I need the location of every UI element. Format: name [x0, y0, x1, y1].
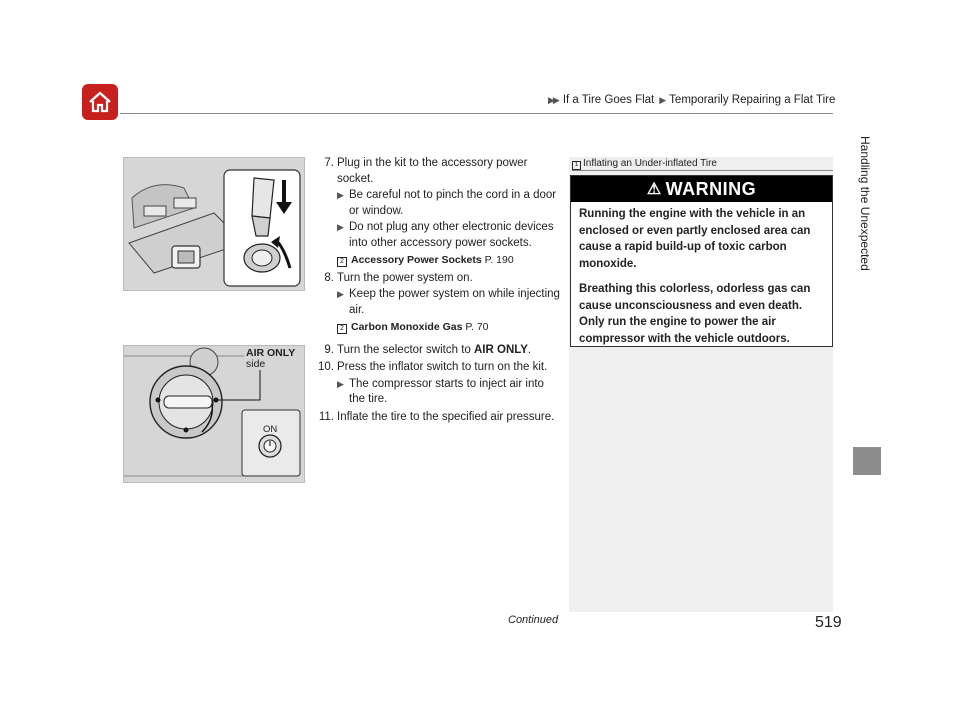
air-only-label: [244, 348, 297, 370]
step-text: Turn the power system on.: [337, 271, 473, 284]
reference-icon: 1: [572, 161, 581, 170]
step-text: Plug in the kit to the accessory power socket.: [337, 157, 528, 185]
step-number: 11.: [318, 410, 334, 423]
step-text: Inflate the tire to the specified air pressure.: [337, 410, 555, 423]
step-7: [310, 156, 562, 269]
sub-arrow-icon: ▶: [337, 190, 344, 200]
step-text: Press the inflator switch to turn on the kit.: [337, 361, 548, 373]
sub-step: [337, 188, 562, 219]
figure-power-socket: [123, 157, 305, 291]
step-text-bold: AIR ONLY: [474, 343, 528, 356]
step-number: 10.: [318, 361, 334, 373]
sidebar-heading-text: Inflating an Under-inflated Tire: [583, 158, 717, 169]
reference-page: P. 70: [465, 321, 489, 333]
figure-selector-switch: [123, 345, 305, 483]
sub-step-text: Be careful not to pinch the cord in a door or window.: [349, 189, 557, 217]
step-text-part: Turn the selector switch to: [337, 343, 474, 356]
cross-reference[interactable]: [337, 253, 562, 269]
reference-title: Accessory Power Sockets: [351, 254, 482, 266]
page-number: 519: [815, 614, 842, 631]
continued-label: Continued: [508, 614, 559, 626]
step-number: 9.: [324, 343, 334, 356]
reference-title: Carbon Monoxide Gas: [351, 321, 463, 333]
on-label: ON: [263, 424, 278, 435]
warning-text: [579, 206, 827, 356]
sub-step: [337, 377, 562, 408]
sidebar-heading-rule: [572, 170, 833, 171]
air-only-label-line1: AIR ONLY: [246, 347, 296, 359]
home-icon: [87, 90, 113, 114]
sub-step-text: Keep the power system on while injecting air.: [349, 288, 560, 316]
reference-icon: 2: [337, 324, 347, 334]
step-11: [310, 410, 562, 426]
reference-icon: 2: [337, 257, 347, 267]
warning-paragraph: Running the engine with the vehicle in an enclosed or even partly enclosed area can cause a rapid build-up of toxic carbon monoxide.: [579, 208, 811, 270]
warning-box: [570, 175, 833, 347]
breadcrumb-arrow-icon: ▶: [659, 94, 665, 105]
sub-arrow-icon: ▶: [337, 222, 344, 232]
reference-page: P. 190: [484, 254, 514, 266]
breadcrumb-item[interactable]: Temporarily Repairing a Flat Tire: [669, 94, 836, 106]
sidebar-heading: [572, 158, 717, 170]
home-button[interactable]: [82, 84, 118, 120]
power-socket-illustration: [124, 158, 304, 290]
step-text: [337, 343, 562, 359]
sub-step-text: Do not plug any other electronic devices into other accessory power sockets.: [349, 221, 554, 249]
warning-title: WARNING: [665, 178, 757, 199]
step-number: 8.: [324, 271, 334, 284]
side-tab-marker[interactable]: [853, 447, 881, 475]
breadcrumb-item[interactable]: If a Tire Goes Flat: [562, 94, 655, 106]
step-9: [310, 343, 562, 359]
step-10: [310, 360, 562, 408]
sub-arrow-icon: ▶: [337, 378, 344, 389]
warning-banner: [571, 176, 832, 202]
air-only-label-line2: side: [246, 358, 266, 370]
cross-reference[interactable]: [337, 320, 562, 336]
sub-step: [337, 287, 562, 318]
breadcrumb-arrow-icon: ▶▶: [548, 94, 558, 105]
header-rule: [120, 113, 833, 114]
warning-paragraph: Breathing this colorless, odorless gas can cause unconsciousness and even death. Only run the engine to power the air compressor with the vehicle outdoors.: [579, 283, 811, 345]
warning-icon: ⚠: [646, 181, 662, 198]
sub-arrow-icon: ▶: [337, 289, 344, 299]
sub-step-text: The compressor starts to inject air into the tire.: [349, 377, 544, 405]
step-number: 7.: [324, 157, 334, 169]
sub-step: [337, 220, 562, 251]
steps-list: [310, 156, 562, 427]
side-tab-label[interactable]: Handling the Unexpected: [858, 136, 872, 271]
breadcrumb: [548, 94, 835, 106]
step-text-part: .: [527, 343, 532, 356]
step-8: [310, 271, 562, 336]
